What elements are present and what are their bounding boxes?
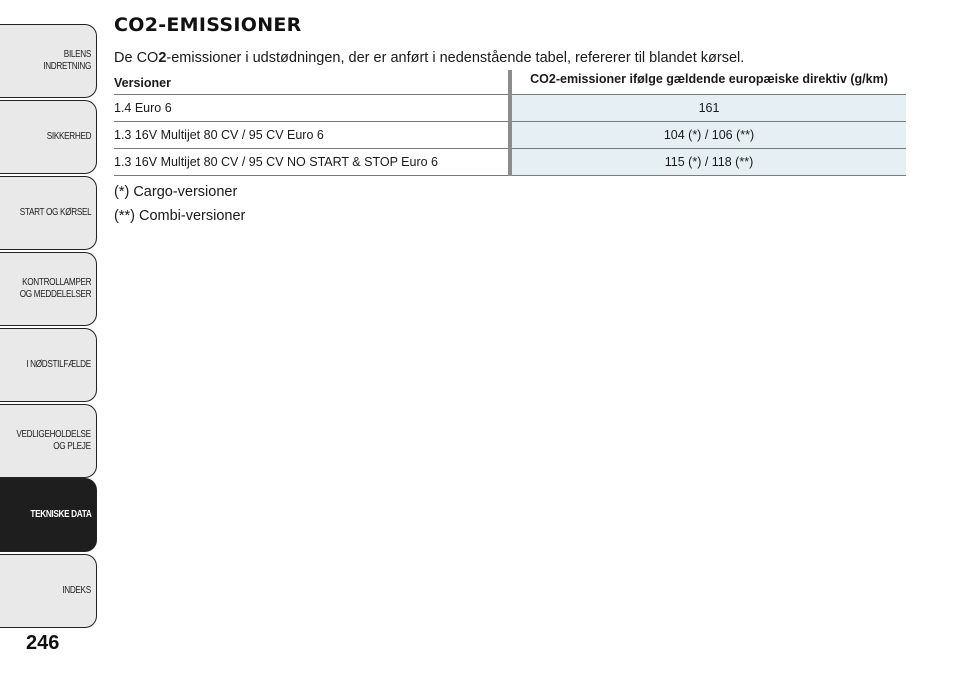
table-header-row: [114, 70, 906, 95]
emission-cell: 115 (*) / 118 (**): [510, 149, 906, 176]
tab-kontrollamper[interactable]: [0, 252, 97, 326]
tab-label: TEKNISKE DATA: [29, 509, 91, 520]
tab-sikkerhed[interactable]: [0, 100, 97, 174]
tab-label: START OG KØRSEL: [19, 207, 91, 218]
version-cell: 1.4 Euro 6: [114, 95, 510, 122]
tab-vedligeholdelse[interactable]: [0, 404, 97, 478]
tab-label: I NØDSTILFÆLDE: [26, 359, 91, 370]
footnotes: [114, 180, 906, 228]
tab-label: INDEKS: [62, 585, 91, 596]
header-emissions: CO2-emissioner ifølge gældende europæiske direktiv (g/km): [510, 70, 906, 95]
intro-sub: 2: [158, 50, 167, 66]
emission-cell: 104 (*) / 106 (**): [510, 122, 906, 149]
main-content: [114, 14, 906, 228]
tab-label: VEDLIGEHOLDELSE OG PLEJE: [16, 429, 91, 452]
version-cell: 1.3 16V Multijet 80 CV / 95 CV NO START & STOP Euro 6: [114, 149, 510, 176]
tab-label: BILENS INDRETNING: [43, 49, 91, 72]
footnote-cargo: (*) Cargo-versioner: [114, 184, 238, 200]
section-title: CO2-EMISSIONER: [114, 14, 302, 36]
tab-start-og-korsel[interactable]: [0, 176, 97, 250]
tab-indeks[interactable]: [0, 554, 97, 628]
page-number: 246: [26, 632, 60, 654]
emissions-table: [114, 70, 906, 176]
emission-cell: 161: [510, 95, 906, 122]
tab-i-nodstilfaelde[interactable]: [0, 328, 97, 402]
tab-label: SIKKERHED: [46, 131, 91, 142]
tab-tekniske-data[interactable]: [0, 478, 97, 552]
tab-bilens-indretning[interactable]: [0, 24, 97, 98]
tab-label: KONTROLLAMPER OG MEDDELELSER: [19, 277, 91, 300]
table-row: [114, 95, 906, 122]
header-versions: Versioner: [114, 76, 171, 90]
intro-prefix: De CO: [114, 50, 159, 66]
table-row: [114, 149, 906, 176]
intro-paragraph: [114, 50, 906, 66]
table-row: [114, 122, 906, 149]
footnote-combi: (**) Combi-versioner: [114, 208, 246, 224]
version-cell: 1.3 16V Multijet 80 CV / 95 CV Euro 6: [114, 122, 510, 149]
intro-suffix: -emissioner i udstødningen, der er anført i nedenstående tabel, refererer til blandet kørsel.: [166, 50, 745, 66]
